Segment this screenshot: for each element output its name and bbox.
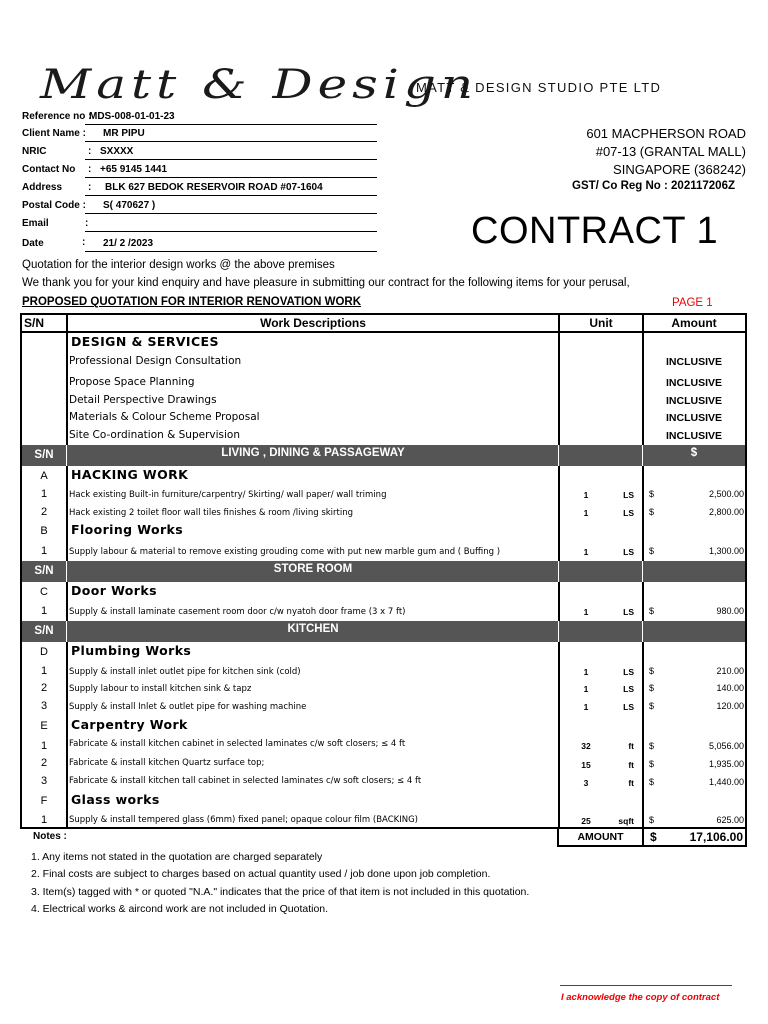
band-kitchen-title: KITCHEN xyxy=(287,623,339,635)
company-address-line1: 601 MACPHERSON ROAD xyxy=(586,126,746,141)
item-currency: $ xyxy=(649,815,655,825)
item-currency: $ xyxy=(649,701,655,711)
item-qty: 1 xyxy=(583,508,589,518)
item-amount: 5,056.00 xyxy=(708,741,744,751)
design-item: Materials & Colour Scheme Proposal xyxy=(69,411,260,423)
item-amount: 2,800.00 xyxy=(708,507,744,517)
address-value: BLK 627 BEDOK RESERVOIR ROAD #07-1604 xyxy=(105,182,323,193)
band-store-title: STORE ROOM xyxy=(273,563,353,575)
item-unit: LS xyxy=(623,702,634,712)
section-title-glass: Glass works xyxy=(71,792,160,807)
section-title-carpentry: Carpentry Work xyxy=(71,717,188,732)
design-item-amount: INCLUSIVE xyxy=(665,377,722,389)
item-unit: LS xyxy=(623,607,634,617)
note-2: 2. Final costs are subject to charges based on actual quantity used / job done upon job completion. xyxy=(31,868,491,880)
item-qty: 32 xyxy=(581,741,591,751)
item-currency: $ xyxy=(649,507,655,517)
item-amount: 120.00 xyxy=(716,701,744,711)
contact-value: +65 9145 1441 xyxy=(100,164,168,175)
design-item: Professional Design Consultation xyxy=(69,355,242,367)
item-amount: 140.00 xyxy=(716,683,744,693)
item-currency: $ xyxy=(649,741,655,751)
section-letter: F xyxy=(40,795,48,807)
item-currency: $ xyxy=(649,777,655,787)
item-unit: ft xyxy=(628,778,634,788)
item-sn: 2 xyxy=(40,682,48,694)
item-desc: Supply & install inlet outlet pipe for kitchen sink (cold) xyxy=(69,667,301,677)
item-qty: 3 xyxy=(583,778,589,788)
item-desc: Fabricate & install kitchen cabinet in selected laminates c/w soft closers; ≤ 4 ft xyxy=(69,739,406,749)
item-sn: 2 xyxy=(40,757,48,769)
header-sn: S/N xyxy=(24,316,45,330)
signature-line xyxy=(560,985,732,986)
design-item: Propose Space Planning xyxy=(69,376,195,388)
address-label: Address xyxy=(22,182,63,193)
item-unit: sqft xyxy=(618,816,634,826)
design-item: Detail Perspective Drawings xyxy=(69,394,217,406)
note-3: 3. Item(s) tagged with * or quoted "N.A." indicates that the price of that item is not included in this quotation. xyxy=(31,886,530,898)
item-amount: 210.00 xyxy=(716,666,744,676)
item-sn: 1 xyxy=(40,740,48,752)
item-sn: 1 xyxy=(40,545,48,557)
item-sn: 3 xyxy=(40,775,48,787)
client-name-label: Client Name : xyxy=(22,128,86,139)
item-amount: 1,935.00 xyxy=(708,759,744,769)
logo-script: Matt & Design xyxy=(40,62,479,108)
item-currency: $ xyxy=(649,546,655,556)
item-unit: ft xyxy=(628,760,634,770)
gst-reg-no: GST/ Co Reg No : 202117206Z xyxy=(572,180,735,192)
item-qty: 1 xyxy=(583,490,589,500)
band-store-sn: S/N xyxy=(34,565,54,577)
total-amount: 17,106.00 xyxy=(689,830,743,844)
note-1: 1. Any items not stated in the quotation are charged separately xyxy=(31,851,323,863)
item-qty: 25 xyxy=(581,816,591,826)
item-currency: $ xyxy=(649,666,655,676)
item-unit: LS xyxy=(623,508,634,518)
band-living-currency: $ xyxy=(690,447,698,459)
section-title-door: Door Works xyxy=(71,583,157,598)
item-desc: Supply & install tempered glass (6mm) fixed panel; opaque colour film (BACKING) xyxy=(69,815,418,825)
design-item-amount: INCLUSIVE xyxy=(665,395,722,407)
band-living-title: LIVING , DINING & PASSAGEWAY xyxy=(221,447,405,459)
item-desc: Hack existing 2 toilet floor wall tiles finishes & room /living skirting xyxy=(69,508,354,518)
note-4: 4. Electrical works & aircond work are not included in Quotation. xyxy=(31,903,329,915)
item-sn: 1 xyxy=(40,665,48,677)
section-title-flooring: Flooring Works xyxy=(71,522,184,537)
item-sn: 2 xyxy=(40,506,48,518)
design-item-amount: INCLUSIVE xyxy=(665,430,722,442)
item-qty: 1 xyxy=(583,684,589,694)
company-name: MATT & DESIGN STUDIO PTE LTD xyxy=(416,80,662,95)
section-letter: D xyxy=(40,646,48,658)
item-desc: Hack existing Built-in furniture/carpentry/ Skirting/ wall paper/ wall triming xyxy=(69,490,387,500)
item-amount: 980.00 xyxy=(716,606,744,616)
item-unit: LS xyxy=(623,684,634,694)
header-unit: Unit xyxy=(589,316,613,330)
design-item: Site Co-ordination & Supervision xyxy=(69,429,240,441)
contract-title: CONTRACT 1 xyxy=(471,210,719,252)
item-unit: ft xyxy=(628,741,634,751)
postal-value: S( 470627 ) xyxy=(103,200,156,211)
quotation-table xyxy=(20,313,747,829)
item-amount: 2,500.00 xyxy=(708,489,744,499)
header-amount: Amount xyxy=(671,316,717,330)
item-desc: Fabricate & install kitchen Quartz surface top; xyxy=(69,758,265,768)
band-living-sn: S/N xyxy=(34,449,54,461)
section-letter: B xyxy=(40,525,48,537)
item-qty: 1 xyxy=(583,667,589,677)
nric-value: SXXXX xyxy=(100,146,134,157)
section-letter: A xyxy=(40,470,48,482)
band-kitchen-sn: S/N xyxy=(34,625,54,637)
notes-label: Notes : xyxy=(33,831,67,842)
total-currency: $ xyxy=(650,830,657,844)
item-desc: Supply & install Inlet & outlet pipe for washing machine xyxy=(69,702,307,712)
section-title-hacking: HACKING WORK xyxy=(71,467,189,482)
item-sn: 1 xyxy=(40,814,48,826)
item-unit: LS xyxy=(623,667,634,677)
postal-label: Postal Code : xyxy=(22,200,86,211)
item-qty: 1 xyxy=(583,607,589,617)
item-currency: $ xyxy=(649,759,655,769)
date-label: Date xyxy=(22,238,44,249)
total-label: AMOUNT xyxy=(577,831,624,843)
company-address-line2: #07-13 (GRANTAL MALL) xyxy=(595,144,746,159)
item-sn: 1 xyxy=(40,605,48,617)
item-qty: 1 xyxy=(583,702,589,712)
item-sn: 1 xyxy=(40,488,48,500)
item-qty: 1 xyxy=(583,547,589,557)
item-currency: $ xyxy=(649,489,655,499)
item-sn: 3 xyxy=(40,700,48,712)
section-letter: C xyxy=(40,586,48,598)
item-amount: 1,440.00 xyxy=(708,777,744,787)
item-unit: LS xyxy=(623,547,634,557)
acknowledge-text: I acknowledge the copy of contract xyxy=(561,992,720,1003)
reference-label: Reference no : xyxy=(22,111,92,122)
proposed-heading: PROPOSED QUOTATION FOR INTERIOR RENOVATION WORK xyxy=(22,296,362,308)
item-desc: Supply labour to install kitchen sink & tapz xyxy=(69,684,252,694)
intro-line1: Quotation for the interior design works @ the above premises xyxy=(22,259,335,271)
date-value: 21/ 2 /2023 xyxy=(103,238,154,249)
email-label: Email xyxy=(22,218,49,229)
company-address-line3: SINGAPORE (368242) xyxy=(613,162,746,177)
section-letter: E xyxy=(40,720,48,732)
header-descriptions: Work Descriptions xyxy=(260,316,366,330)
item-currency: $ xyxy=(649,606,655,616)
item-desc: Fabricate & install kitchen tall cabinet in selected laminates c/w soft closers; ≤ 4 ft xyxy=(69,776,422,786)
intro-line2: We thank you for your kind enquiry and have pleasure in submitting our contract for the following items for your perusal, xyxy=(22,277,630,289)
item-amount: 1,300.00 xyxy=(708,546,744,556)
contact-label: Contact No xyxy=(22,164,76,175)
reference-value: MDS-008-01-01-23 xyxy=(89,111,175,122)
design-services-title: DESIGN & SERVICES xyxy=(71,334,219,349)
item-desc: Supply & install laminate casement room door c/w nyatoh door frame (3 x 7 ft) xyxy=(69,607,406,617)
section-title-plumbing: Plumbing Works xyxy=(71,643,192,658)
nric-label: NRIC xyxy=(22,146,47,157)
design-item-amount: INCLUSIVE xyxy=(665,356,722,368)
item-amount: 625.00 xyxy=(716,815,744,825)
page-number: PAGE 1 xyxy=(672,297,713,309)
item-currency: $ xyxy=(649,683,655,693)
item-unit: LS xyxy=(623,490,634,500)
total-box xyxy=(557,827,747,847)
client-name-value: MR PIPU xyxy=(103,128,145,139)
item-qty: 15 xyxy=(581,760,591,770)
item-desc: Supply labour & material to remove existing grouding come with put new marble gum and ( Buffing ) xyxy=(69,547,501,557)
design-item-amount: INCLUSIVE xyxy=(665,412,722,424)
